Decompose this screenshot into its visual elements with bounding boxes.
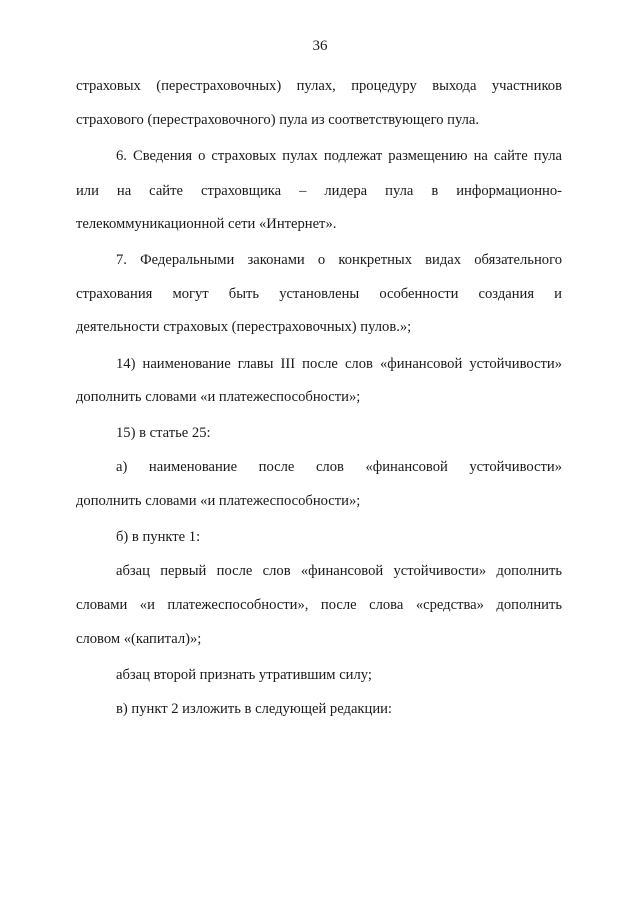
text-line: абзац второй признать утратившим силу; bbox=[116, 667, 372, 683]
text-line: страхового (перестраховочного) пула из соответствующего пула. bbox=[76, 112, 480, 128]
text-line: а) наименование после слов «финансовой устойчивости» bbox=[116, 459, 562, 475]
text-line: дополнить словами «и платежеспособности»; bbox=[76, 493, 361, 509]
text-line: абзац первый после слов «финансовой устойчивости» дополнить bbox=[116, 563, 562, 579]
text-line: или на сайте страховщика – лидера пула в информационно- bbox=[76, 183, 562, 199]
text-line: в) пункт 2 изложить в следующей редакции: bbox=[116, 701, 392, 717]
page-number: 36 bbox=[312, 38, 328, 54]
text-line: дополнить словами «и платежеспособности»; bbox=[76, 389, 361, 405]
text-line: словами «и платежеспособности», после слова «средства» дополнить bbox=[76, 597, 562, 613]
text-line: словом «(капитал)»; bbox=[76, 631, 202, 647]
text-line: 6. Сведения о страховых пулах подлежат размещению на сайте пула bbox=[116, 148, 562, 164]
text-line: страхования могут быть установлены особенности создания и bbox=[76, 286, 562, 302]
text-line: 7. Федеральными законами о конкретных видах обязательного bbox=[116, 252, 562, 268]
text-line: 15) в статье 25: bbox=[116, 425, 211, 441]
text-line: б) в пункте 1: bbox=[116, 529, 201, 545]
text-line: 14) наименование главы III после слов «финансовой устойчивости» bbox=[116, 356, 562, 372]
text-line: телекоммуникационной сети «Интернет». bbox=[76, 216, 337, 232]
text-line: страховых (перестраховочных) пулах, процедуру выхода участников bbox=[76, 78, 562, 94]
text-line: деятельности страховых (перестраховочных) пулов.»; bbox=[76, 319, 412, 335]
